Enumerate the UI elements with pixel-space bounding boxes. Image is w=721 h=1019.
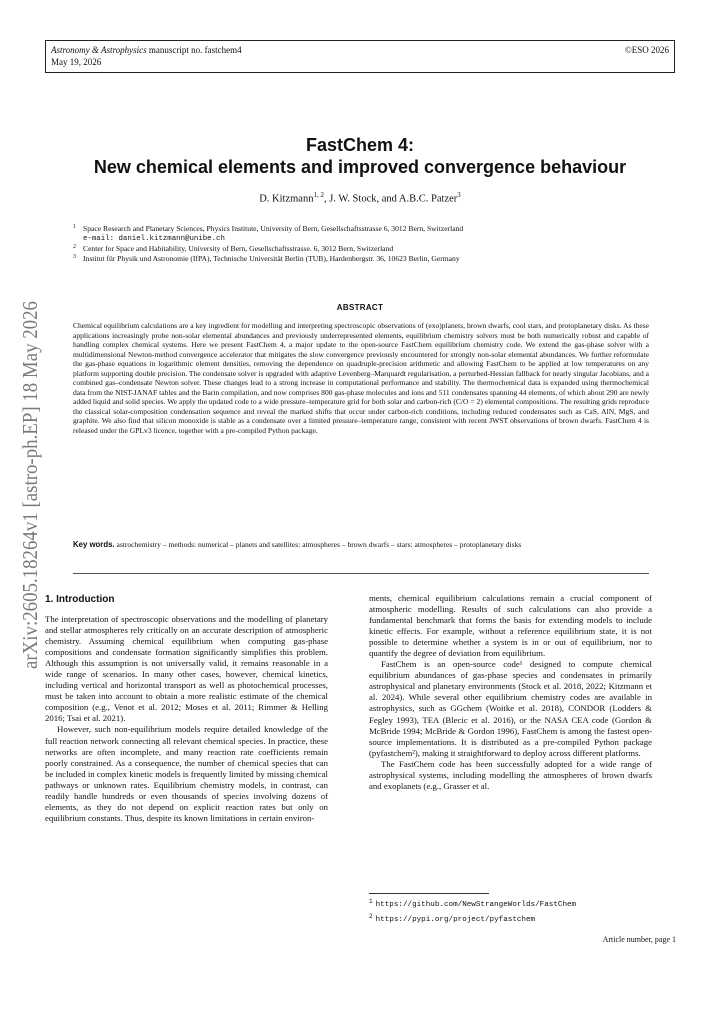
running-header xyxy=(45,40,675,73)
abstract-heading: ABSTRACT xyxy=(336,303,384,312)
keywords-label: Key words. xyxy=(73,540,115,549)
footnote-2[interactable]: $^2$ https://pypi.org/project/pyfastchem xyxy=(369,913,536,924)
author-rest: , J. W. Stock, and A.B.C. Patzer xyxy=(323,193,458,205)
author-1-affil: 1, 2 xyxy=(313,191,324,199)
intro-paragraph-1: The interpretation of spectroscopic observations and the modelling of planetary and stellar atmospheres rely critically on an accurate description of atmospheric chemistry. Assuming chemical equilibrium when computing gas-phase compositions and condensate formation significantly simplifies this problem. Although this assumption is not universally valid, it remains reasonable in a wide range of scenarios. In many other cases, however, chemical kinetics, including vertical and horizontal transport as well as photochemical processes, must be taken into account to obtain a more realistic estimate of the chemical composition (e.g., Venot et al. 2012; Moses et al. 2011; Rimmer & Helling 2016; Tsai et al. 2021). xyxy=(45,614,328,724)
arxiv-stamp-text: arXiv:2605.18264v1 [astro-ph.EP] 18 May 2026 xyxy=(18,300,42,669)
footnotes xyxy=(369,896,659,926)
author-1: D. Kitzmann xyxy=(259,193,314,205)
abstract-text: Chemical equilibrium calculations are a key ingredient for modelling and interpreting spectroscopic observations of (exo)planets, brown dwarfs, cool stars, and protoplanetary disks. As these applications increasingly probe non-solar elemental abundances and previously underrepresented elements, equilibrium chemistry solvers must be both numerically robust and capable of handling complex chemical systems. Here we present FastChem 4, a major update to the open-source FastChem equilibrium chemistry code. We extend the gas-phase solver with a multidimensional Newton-method convergence accelerator that mitigates the slow convergence previously encountered for strongly non-solar elemental abundances. We further reformulate the gas-phase equations in logarithmic element densities, removing the dependence on quadruple-precision arithmetic and allowing FastChem to be applied at low temperatures on any platform supporting double precision. The condensate solver is upgraded with adaptive Levenberg–Marquardt regularisation, a perturbed-Hessian fallback for nearly singular Jacobians, and a combined gas–condensate Newton solver. These changes lead to a strong increase in computational performance and stability. The thermochemical data is expanded using thermochemical data from the NIST-JANAF tables and the Barin compilation, and now comprises 800 gas-phase molecules and ions and 511 condensates spanning 44 elements, of which about 290 are newly added liquid and solid species. We apply the updated code to a wide pressure–temperature grid for both solar and carbon-rich (C/O = 2) elemental compositions. The resulting grids reproduce the classical solar-composition condensation sequence and reveal the marked shifts that occur under carbon-rich conditions, including reduced condensates such as CaS, AlN, MgS, and graphite. We also find that silicon monoxide is stable as a condensate over a limited pressure–temperature range, consistent with recent JWST observations of brown dwarfs. FastChem 4 is released under the GPLv3 licence, together with a pre-compiled Python package. xyxy=(73,321,649,436)
intro-paragraph-3: ments, chemical equilibrium calculations remain a crucial component of atmospheric modelling. Results of such calculations can also provide a fundamental benchmark that forms the basis for extending models to include kinetic effects. For example, without a reference equilibrium state, it is not possible to determine whether a system is in or out of equilibrium, nor to quantify the degree of deviation from equilibrium. xyxy=(369,593,652,659)
author-email[interactable]: e-mail: daniel.kitzmann@unibe.ch xyxy=(83,235,225,243)
manuscript-id: manuscript no. fastchem4 xyxy=(148,45,242,55)
body-column-right xyxy=(369,593,652,792)
arxiv-stamp xyxy=(4,300,48,670)
copyright: ©ESO 2026 xyxy=(624,45,669,55)
body-column-left xyxy=(45,614,328,824)
intro-paragraph-5: The FastChem code has been successfully adopted for a wide range of astrophysical systems, including modelling the atmospheres of brown dwarfs and exoplanets (e.g., Grasser et al. xyxy=(369,758,652,791)
author-3-affil: 3 xyxy=(457,191,461,199)
affiliations xyxy=(73,224,673,264)
footnote-1[interactable]: $^1$ https://github.com/NewStrangeWorlds/FastChem xyxy=(369,898,577,909)
affiliation-2: 2 Center for Space and Habitability, University of Bern, Gesellschaftsstrasse. 6, 3012 Bern, Switzerland xyxy=(73,244,394,253)
intro-paragraph-2: However, such non-equilibrium models require detailed knowledge of the full reaction network connecting all relevant chemical species. In practice, these networks are often incomplete, and many reaction rate coefficients remain poorly constrained. As a consequence, the number of chemical species that can be included in complex kinetic models is frequently limited by missing chemical pathways or unknown rates. Equilibrium chemistry models, in contrast, can readily handle hundreds or even thousands of species involving dozens of elements, as they do not depend on explicit reaction rates but only on equilibrium constants. Thus, despite its known limitations in certain environ- xyxy=(45,724,328,823)
intro-paragraph-4: FastChem is an open-source code¹ designed to compute chemical equilibrium abundances of gas-phase species and condensates in primarily astrophysical and planetary environments (Stock et al. 2018, 2022; Kitzmann et al. 2024). While several other equilibrium chemistry codes are available in astrophysics, such as GGchem (Woitke et al. 2018), CONDOR (Lodders & Fegley 1993), TEA (Blecic et al. 2016), or the NASA CEA code (Gordon & McBride 1994; McBride & Gordon 1996), FastChem is among the fastest open-source implementations. It is distributed as a pre-compiled Python package (pyfastchem²), making it straightforward to deploy across different platforms. xyxy=(369,659,652,758)
abstract-rule xyxy=(73,573,649,574)
header-date: May 19, 2026 xyxy=(51,57,102,67)
affiliation-3: 3 Institut für Physik und Astronomie (IfPA), Technische Universität Berlin (TUB), Hardenbergstr. 36, 10623 Berlin, Germany xyxy=(73,254,460,263)
journal-name: Astronomy & Astrophysics xyxy=(51,45,147,55)
title-line-1: FastChem 4: xyxy=(305,135,415,155)
affiliation-1: 1 Space Research and Planetary Sciences, Physics Institute, University of Bern, Gesellschaftsstrasse 6, 3012 Bern, Switzerland xyxy=(73,224,464,233)
keywords-text: astrochemistry – methods: numerical – planets and satellites: atmospheres – brown dwarfs – stars: atmospheres – protoplanetary disks xyxy=(116,540,522,549)
page-number: Article number, page 1 xyxy=(602,935,676,944)
keywords xyxy=(73,540,649,550)
section-heading-introduction: 1. Introduction xyxy=(45,594,115,605)
title-line-2: New chemical elements and improved convergence behaviour xyxy=(93,157,627,177)
author-list xyxy=(60,191,660,205)
footnote-rule xyxy=(369,893,489,894)
paper-title xyxy=(60,134,660,178)
